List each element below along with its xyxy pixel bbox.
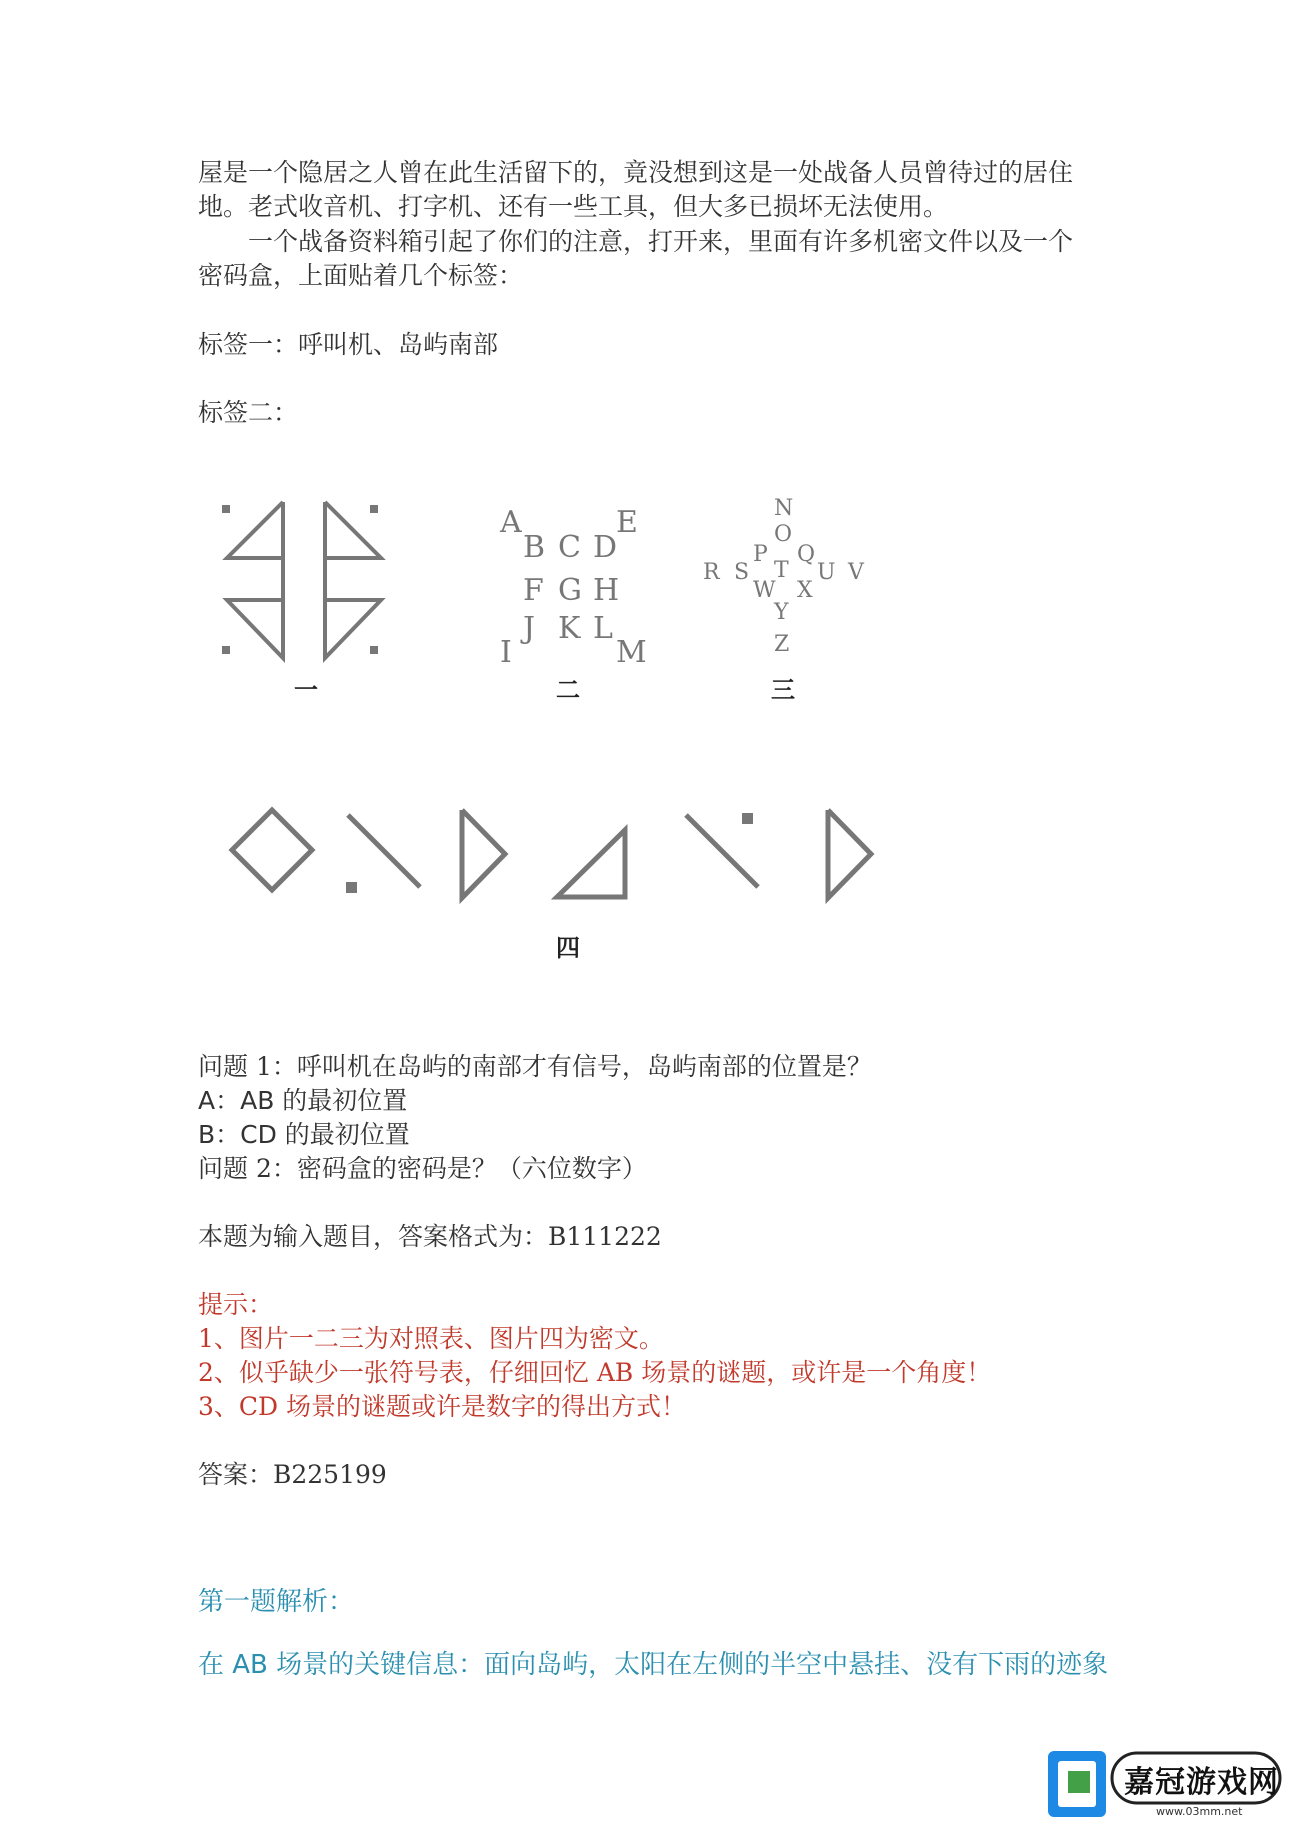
figure-three-caption: 三 bbox=[771, 675, 795, 704]
figure-three-letter-cross bbox=[695, 495, 865, 675]
analysis-body: 在 AB 场景的关键信息：面向岛屿，太阳在左侧的半空中悬挂、没有下雨的迹象 bbox=[198, 1650, 1109, 1680]
fig3-letter-t: T bbox=[774, 558, 789, 583]
fig2-letter-j: J bbox=[523, 611, 536, 646]
fig3-letter-y: Y bbox=[774, 600, 789, 625]
question-two: 问题 2：密码盒的密码是？（六位数字） bbox=[198, 1154, 647, 1183]
intro-line-2: 地。老式收音机、打字机、还有一些工具，但大多已损坏无法使用。 bbox=[198, 192, 949, 221]
cipher-corner-triangle bbox=[557, 830, 625, 897]
fig2-letter-m: M bbox=[616, 635, 647, 670]
fig3-letter-o: O bbox=[774, 522, 793, 547]
figure-two-caption: 二 bbox=[556, 675, 580, 704]
fig3-letter-w: W bbox=[753, 578, 776, 603]
fig3-letter-n: N bbox=[774, 496, 794, 521]
fig3-letter-p: P bbox=[753, 542, 768, 567]
hint-two: 2、似乎缺少一张符号表，仔细回忆 AB 场景的谜题，或许是一个角度！ bbox=[198, 1358, 992, 1387]
fig3-letter-s: S bbox=[734, 560, 750, 585]
figure-four-caption: 四 bbox=[556, 933, 580, 962]
figure-one-symbol-grid bbox=[225, 500, 385, 670]
site-logo bbox=[1046, 1743, 1282, 1825]
intro-line-4: 密码盒，上面贴着几个标签： bbox=[198, 261, 524, 290]
label-two: 标签二： bbox=[198, 398, 299, 427]
figure-one-caption: 一 bbox=[294, 675, 318, 704]
fig3-letter-u: U bbox=[817, 560, 836, 585]
cipher-right-triangle-1 bbox=[462, 810, 505, 898]
logo-url-text: www.03mm.net bbox=[1156, 1805, 1243, 1818]
fig2-letter-i: I bbox=[500, 635, 512, 670]
cipher-dot-2 bbox=[742, 813, 753, 824]
fig3-letter-z: Z bbox=[774, 632, 790, 657]
fig2-letter-e: E bbox=[616, 505, 638, 540]
figure-four-cipher bbox=[230, 800, 890, 910]
fig2-letter-f: F bbox=[523, 573, 544, 608]
fig2-letter-c: C bbox=[558, 530, 581, 565]
cipher-slash-1 bbox=[348, 815, 420, 887]
fig2-letter-k: K bbox=[558, 611, 581, 646]
fig3-letter-r: R bbox=[703, 560, 720, 585]
question-one: 问题 1：呼叫机在岛屿的南部才有信号，岛屿南部的位置是？ bbox=[198, 1052, 872, 1081]
hint-title: 提示： bbox=[198, 1290, 274, 1319]
fig2-letter-d: D bbox=[593, 530, 618, 565]
cipher-slash-2 bbox=[686, 815, 758, 887]
answer-format: 本题为输入题目，答案格式为：B111222 bbox=[198, 1222, 662, 1251]
answer: 答案：B225199 bbox=[198, 1460, 387, 1489]
cipher-right-triangle-2 bbox=[828, 810, 871, 898]
fig2-letter-g: G bbox=[558, 573, 582, 608]
intro-line-1: 屋是一个隐居之人曾在此生活留下的，竟没想到这是一处战备人员曾待过的居住 bbox=[198, 158, 1074, 187]
fig3-letter-q: Q bbox=[797, 542, 816, 567]
hint-three: 3、CD 场景的谜题或许是数字的得出方式！ bbox=[198, 1392, 687, 1421]
fig3-letter-v: V bbox=[848, 560, 864, 585]
analysis-title: 第一题解析： bbox=[198, 1587, 355, 1617]
fig2-letter-b: B bbox=[523, 530, 546, 565]
fig2-letter-l: L bbox=[593, 611, 613, 646]
cipher-dot-1 bbox=[346, 882, 357, 893]
hint-one: 1、图片一二三为对照表、图片四为密文。 bbox=[198, 1324, 664, 1353]
fig2-letter-h: H bbox=[593, 573, 620, 608]
option-a: A：AB 的最初位置 bbox=[198, 1086, 408, 1115]
figure-two-letter-grid bbox=[490, 500, 650, 680]
fig2-letter-a: A bbox=[500, 505, 522, 540]
intro-line-3: 一个战备资料箱引起了你们的注意，打开来，里面有许多机密文件以及一个 bbox=[248, 227, 1074, 256]
label-one: 标签一：呼叫机、岛屿南部 bbox=[198, 330, 499, 359]
option-b: B：CD 的最初位置 bbox=[198, 1120, 410, 1149]
fig3-letter-x: X bbox=[797, 578, 813, 603]
cipher-diamond bbox=[232, 810, 312, 890]
logo-brand-text: 嘉冠游戏网 bbox=[1124, 1765, 1279, 1800]
